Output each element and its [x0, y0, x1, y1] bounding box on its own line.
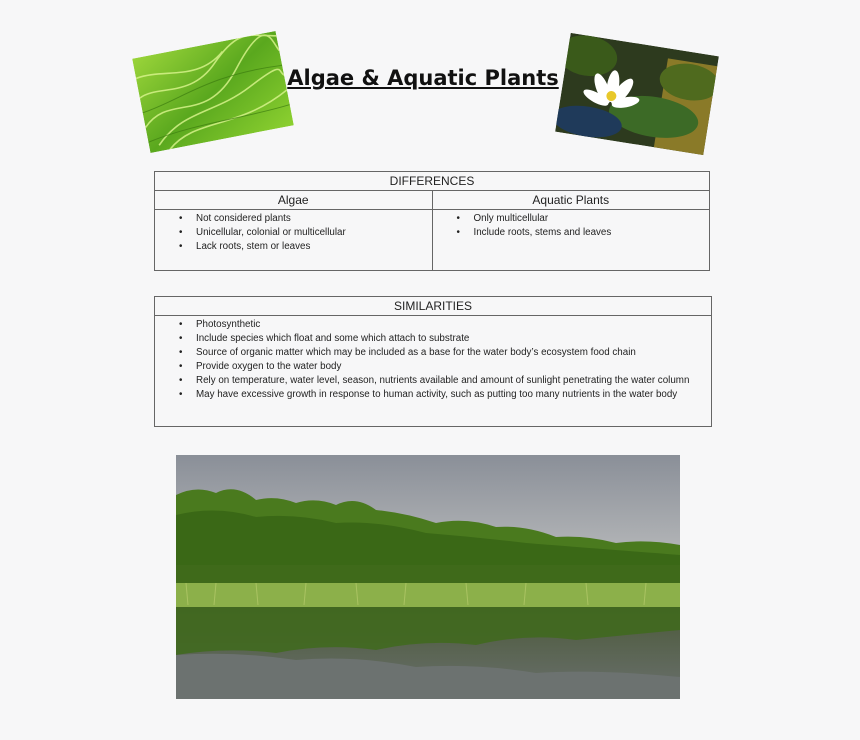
- similarities-table: [154, 296, 712, 427]
- aquatic-plants-column-heading: Aquatic Plants: [432, 191, 710, 210]
- similarities-cell: [155, 316, 712, 427]
- algae-photo: [132, 31, 294, 153]
- algae-column-heading: Algae: [155, 191, 433, 210]
- list-item: • Source of organic matter which may be included as a base for the water body’s ecosystem food chain: [196, 346, 711, 360]
- list-item: • Not considered plants: [196, 212, 432, 226]
- list-item: • Provide oxygen to the water body: [196, 360, 711, 374]
- list-item: • May have excessive growth in response to human activity, such as putting too many nutrients in the water body: [196, 388, 711, 402]
- list-item: • Only multicellular: [474, 212, 710, 226]
- aquatic-plants-differences-cell: [432, 210, 710, 271]
- list-item: • Include species which float and some which attach to substrate: [196, 332, 711, 346]
- list-item: • Include roots, stems and leaves: [474, 226, 710, 240]
- page-title: Algae & Aquatic Plants: [287, 66, 559, 90]
- similarities-heading: SIMILARITIES: [155, 297, 712, 316]
- differences-table: [154, 171, 710, 271]
- list-item: • Photosynthetic: [196, 318, 711, 332]
- list-item: • Unicellular, colonial or multicellular: [196, 226, 432, 240]
- differences-heading: DIFFERENCES: [155, 172, 710, 191]
- algae-differences-cell: [155, 210, 433, 271]
- wetland-landscape-photo: [176, 455, 680, 699]
- list-item: • Rely on temperature, water level, season, nutrients available and amount of sunlight penetrating the water column: [196, 374, 711, 388]
- list-item: • Lack roots, stem or leaves: [196, 240, 432, 254]
- water-lily-photo: [555, 33, 719, 155]
